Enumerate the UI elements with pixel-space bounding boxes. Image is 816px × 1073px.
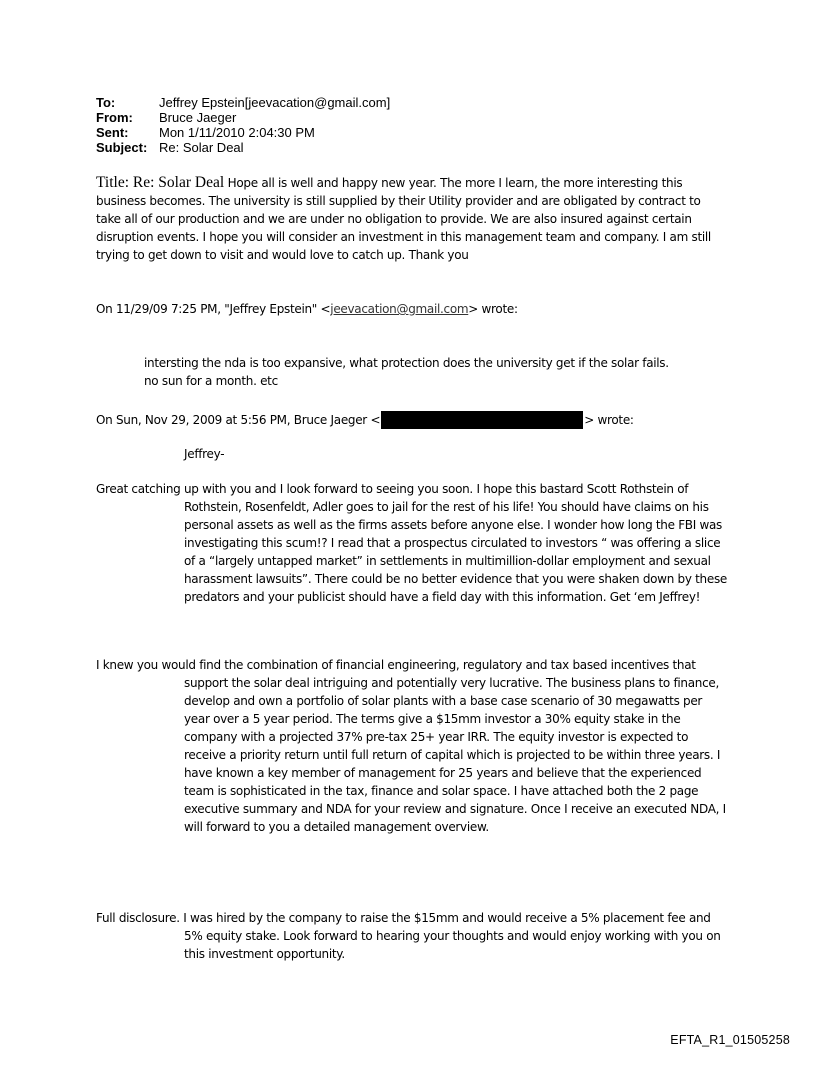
paragraph-3: I knew you would find the combination of financial engineering, regulatory and tax based incentives that support the solar deal intriguing and potentially very lucrative. The business plans to finance, develop and own a portfolio of solar plants with a base case scenario of 30 megawatts per year over a 5 year period. The terms give a $15mm investor a 30% equity stake in the company with a projected 37% pre-tax 25+ year IRR. The equity investor is expected to receive a priority return until full return of capital which is projected to be within three years. I have known a key member of management for 25 years and believe that the experienced team is sophisticated in the tax, finance and solar space. I have attached both the 2 page executive summary and NDA for your review and signature. Once I receive an executed NDA, I will forward to you a detailed management overview. bbox=[96, 658, 726, 834]
from-value: Bruce Jaeger bbox=[159, 110, 237, 125]
second-quote-intro bbox=[96, 411, 634, 429]
second-intro-after: > wrote: bbox=[584, 413, 634, 427]
paragraph-2: Great catching up with you and I look forward to seeing you soon. I hope this bastard Scott Rothstein of Rothstein, Rosenfeldt, Adler goes to jail for the rest of his life! You should have claims on his personal assets as well as the firms assets before anyone else. I wonder how long the FBI was investigating this scum!? I read that a prospectus circulated to investors “ was offering a slice of a “largely untapped market” in settlements in multimillion-dollar employment and sexual harassment lawsuits”. There could be no better evidence that you were shaken down by these predators and your publicist should have a field day with this information. Get ‘em Jeffrey! bbox=[96, 482, 727, 604]
bates-number: EFTA_R1_01505258 bbox=[670, 1033, 790, 1047]
quote-intro-after: > wrote: bbox=[468, 302, 518, 316]
to-value: Jeffrey Epstein[jeevacation@gmail.com] bbox=[159, 95, 391, 110]
quote-intro bbox=[96, 300, 518, 318]
salutation: Jeffrey- bbox=[184, 447, 225, 461]
redaction-bar bbox=[381, 411, 583, 429]
to-row bbox=[96, 95, 390, 110]
email-body bbox=[96, 174, 727, 961]
title-prefix: Title: Re: Solar Deal bbox=[96, 174, 225, 191]
opening-paragraph bbox=[96, 174, 726, 264]
subject-value: Re: Solar Deal bbox=[159, 140, 244, 155]
subject-label: Subject: bbox=[96, 140, 148, 155]
from-label: From: bbox=[96, 110, 133, 125]
from-row bbox=[96, 110, 390, 125]
email-header bbox=[96, 95, 390, 155]
sent-value: Mon 1/11/2010 2:04:30 PM bbox=[159, 125, 315, 140]
email-link[interactable]: jeevacation@gmail.com bbox=[330, 302, 469, 316]
second-intro-before: On Sun, Nov 29, 2009 at 5:56 PM, Bruce Jaeger < bbox=[96, 413, 381, 427]
epstein-reply: intersting the nda is too expansive, what protection does the university get if the solar fails. no sun for a month. etc bbox=[144, 356, 669, 388]
to-label: To: bbox=[96, 95, 116, 110]
subject-row bbox=[96, 140, 390, 155]
sent-row bbox=[96, 125, 390, 140]
paragraph-4: Full disclosure. I was hired by the company to raise the $15mm and would receive a 5% placement fee and 5% equity stake. Look forward to hearing your thoughts and would enjoy working with you on this investment opportunity. bbox=[96, 911, 721, 961]
sent-label: Sent: bbox=[96, 125, 129, 140]
quote-intro-before: On 11/29/09 7:25 PM, "Jeffrey Epstein" < bbox=[96, 302, 331, 316]
paragraph-1: Hope all is well and happy new year. The more I learn, the more interesting this business becomes. The university is still supplied by their Utility provider and are obligated by contract to take all of our production and we are under no obligation to provide. We are also insured against certain disruption events. I hope you will consider an investment in this management team and company. I am still trying to get down to visit and would love to catch up. Thank you bbox=[96, 176, 711, 262]
